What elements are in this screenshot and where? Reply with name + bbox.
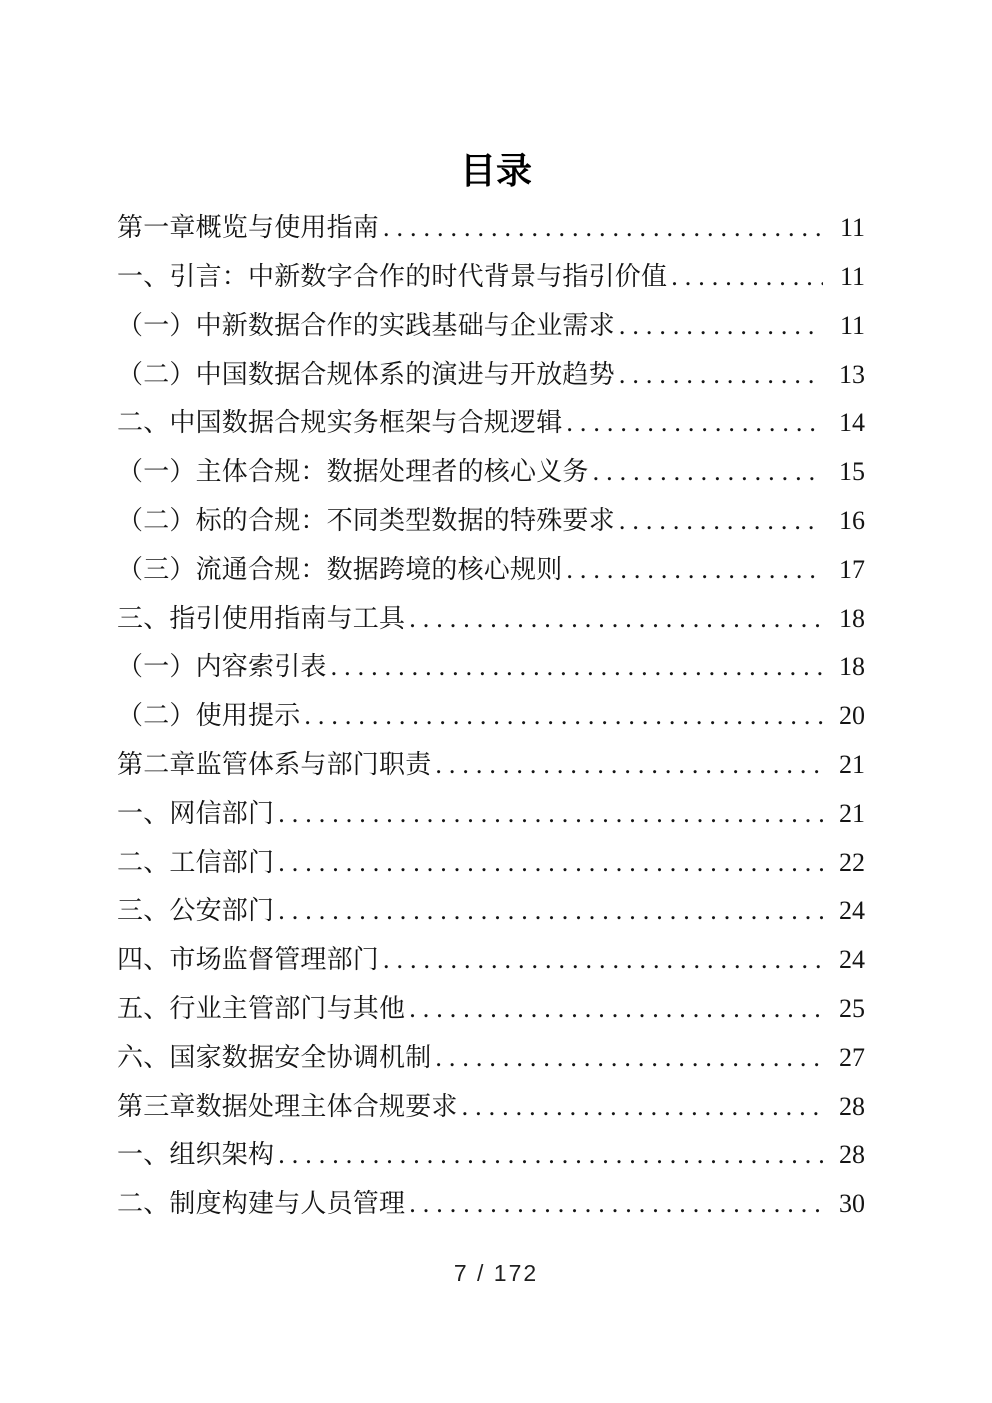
toc-entry-page: 21 bbox=[839, 798, 865, 828]
toc-entry[interactable] bbox=[117, 1180, 865, 1229]
toc-entry-page: 28 bbox=[839, 1140, 865, 1170]
toc-entry-page: 18 bbox=[839, 652, 865, 682]
toc-entry-page: 20 bbox=[839, 701, 865, 731]
toc-entry-page: 27 bbox=[839, 1042, 865, 1072]
toc-dot-leader bbox=[278, 1131, 823, 1180]
table-of-contents bbox=[117, 204, 865, 1229]
toc-dot-leader bbox=[278, 887, 823, 936]
toc-dot-leader bbox=[409, 595, 823, 644]
toc-entry-page: 21 bbox=[839, 749, 865, 779]
toc-entry[interactable] bbox=[117, 1083, 865, 1132]
toc-entry-page: 17 bbox=[839, 554, 865, 584]
toc-entry[interactable] bbox=[117, 546, 865, 595]
toc-entry-label: （二）中国数据合规体系的演进与开放趋势 bbox=[117, 359, 615, 389]
toc-entry-page: 18 bbox=[839, 603, 865, 633]
toc-dot-leader bbox=[304, 692, 823, 741]
toc-entry[interactable] bbox=[117, 643, 865, 692]
toc-dot-leader bbox=[619, 351, 823, 400]
toc-dot-leader bbox=[435, 1034, 823, 1083]
toc-entry-page: 24 bbox=[839, 896, 865, 926]
toc-entry-page: 16 bbox=[839, 505, 865, 535]
toc-dot-leader bbox=[331, 643, 823, 692]
toc-dot-leader bbox=[593, 448, 823, 497]
toc-entry[interactable] bbox=[117, 985, 865, 1034]
toc-entry[interactable] bbox=[117, 692, 865, 741]
toc-entry-page: 15 bbox=[839, 457, 865, 487]
toc-entry-label: （二）标的合规：不同类型数据的特殊要求 bbox=[117, 505, 615, 535]
toc-entry-label: 六、国家数据安全协调机制 bbox=[117, 1042, 432, 1072]
toc-entry-page: 13 bbox=[839, 359, 865, 389]
toc-dot-leader bbox=[383, 204, 823, 253]
toc-entry[interactable] bbox=[117, 448, 865, 497]
toc-dot-leader bbox=[383, 936, 823, 985]
toc-dot-leader bbox=[435, 741, 823, 790]
toc-entry-page: 11 bbox=[839, 213, 865, 243]
toc-entry-label: 二、工信部门 bbox=[117, 847, 275, 877]
toc-dot-leader bbox=[566, 546, 823, 595]
toc-entry[interactable] bbox=[117, 595, 865, 644]
toc-entry-label: 三、指引使用指南与工具 bbox=[117, 603, 406, 633]
toc-entry-label: （一）中新数据合作的实践基础与企业需求 bbox=[117, 310, 615, 340]
toc-dot-leader bbox=[409, 985, 823, 1034]
toc-entry-label: （二）使用提示 bbox=[117, 701, 301, 731]
toc-entry[interactable] bbox=[117, 399, 865, 448]
toc-entry[interactable] bbox=[117, 839, 865, 888]
page-title: 目录 bbox=[459, 151, 532, 191]
toc-entry[interactable] bbox=[117, 253, 865, 302]
toc-entry-label: （一）内容索引表 bbox=[117, 652, 327, 682]
toc-dot-leader bbox=[409, 1180, 823, 1229]
toc-entry-label: 三、公安部门 bbox=[117, 896, 275, 926]
toc-entry-label: 第一章概览与使用指南 bbox=[117, 213, 380, 243]
toc-entry-page: 11 bbox=[839, 310, 865, 340]
toc-entry-page: 24 bbox=[839, 945, 865, 975]
toc-entry[interactable] bbox=[117, 1034, 865, 1083]
toc-entry-label: 第三章数据处理主体合规要求 bbox=[117, 1091, 458, 1121]
page-indicator: 7 / 172 bbox=[453, 1259, 539, 1286]
toc-dot-leader bbox=[566, 399, 823, 448]
toc-entry[interactable] bbox=[117, 302, 865, 351]
toc-dot-leader bbox=[278, 790, 823, 839]
toc-dot-leader bbox=[278, 839, 823, 888]
toc-dot-leader bbox=[671, 253, 823, 302]
toc-entry[interactable] bbox=[117, 887, 865, 936]
toc-entry-page: 25 bbox=[839, 993, 865, 1023]
toc-entry-page: 30 bbox=[839, 1189, 865, 1219]
toc-entry-page: 14 bbox=[839, 408, 865, 438]
toc-entry-label: 一、组织架构 bbox=[117, 1140, 275, 1170]
toc-entry[interactable] bbox=[117, 204, 865, 253]
toc-entry[interactable] bbox=[117, 1131, 865, 1180]
toc-entry[interactable] bbox=[117, 790, 865, 839]
toc-entry[interactable] bbox=[117, 497, 865, 546]
toc-entry-label: 五、行业主管部门与其他 bbox=[117, 993, 406, 1023]
page-footer bbox=[0, 1260, 992, 1287]
toc-entry[interactable] bbox=[117, 351, 865, 400]
toc-entry-label: 二、中国数据合规实务框架与合规逻辑 bbox=[117, 408, 563, 438]
toc-entry-label: 二、制度构建与人员管理 bbox=[117, 1189, 406, 1219]
toc-entry-label: 第二章监管体系与部门职责 bbox=[117, 749, 432, 779]
toc-entry-page: 11 bbox=[839, 261, 865, 291]
toc-entry[interactable] bbox=[117, 741, 865, 790]
toc-entry-label: 一、网信部门 bbox=[117, 798, 275, 828]
toc-entry-label: 四、市场监督管理部门 bbox=[117, 945, 380, 975]
toc-dot-leader bbox=[619, 302, 823, 351]
toc-entry-label: （一）主体合规：数据处理者的核心义务 bbox=[117, 457, 589, 487]
toc-dot-leader bbox=[462, 1083, 823, 1132]
toc-entry-label: （三）流通合规：数据跨境的核心规则 bbox=[117, 554, 563, 584]
toc-entry[interactable] bbox=[117, 936, 865, 985]
toc-dot-leader bbox=[619, 497, 823, 546]
toc-entry-page: 28 bbox=[839, 1091, 865, 1121]
toc-entry-page: 22 bbox=[839, 847, 865, 877]
toc-entry-label: 一、引言：中新数字合作的时代背景与指引价值 bbox=[117, 261, 668, 291]
